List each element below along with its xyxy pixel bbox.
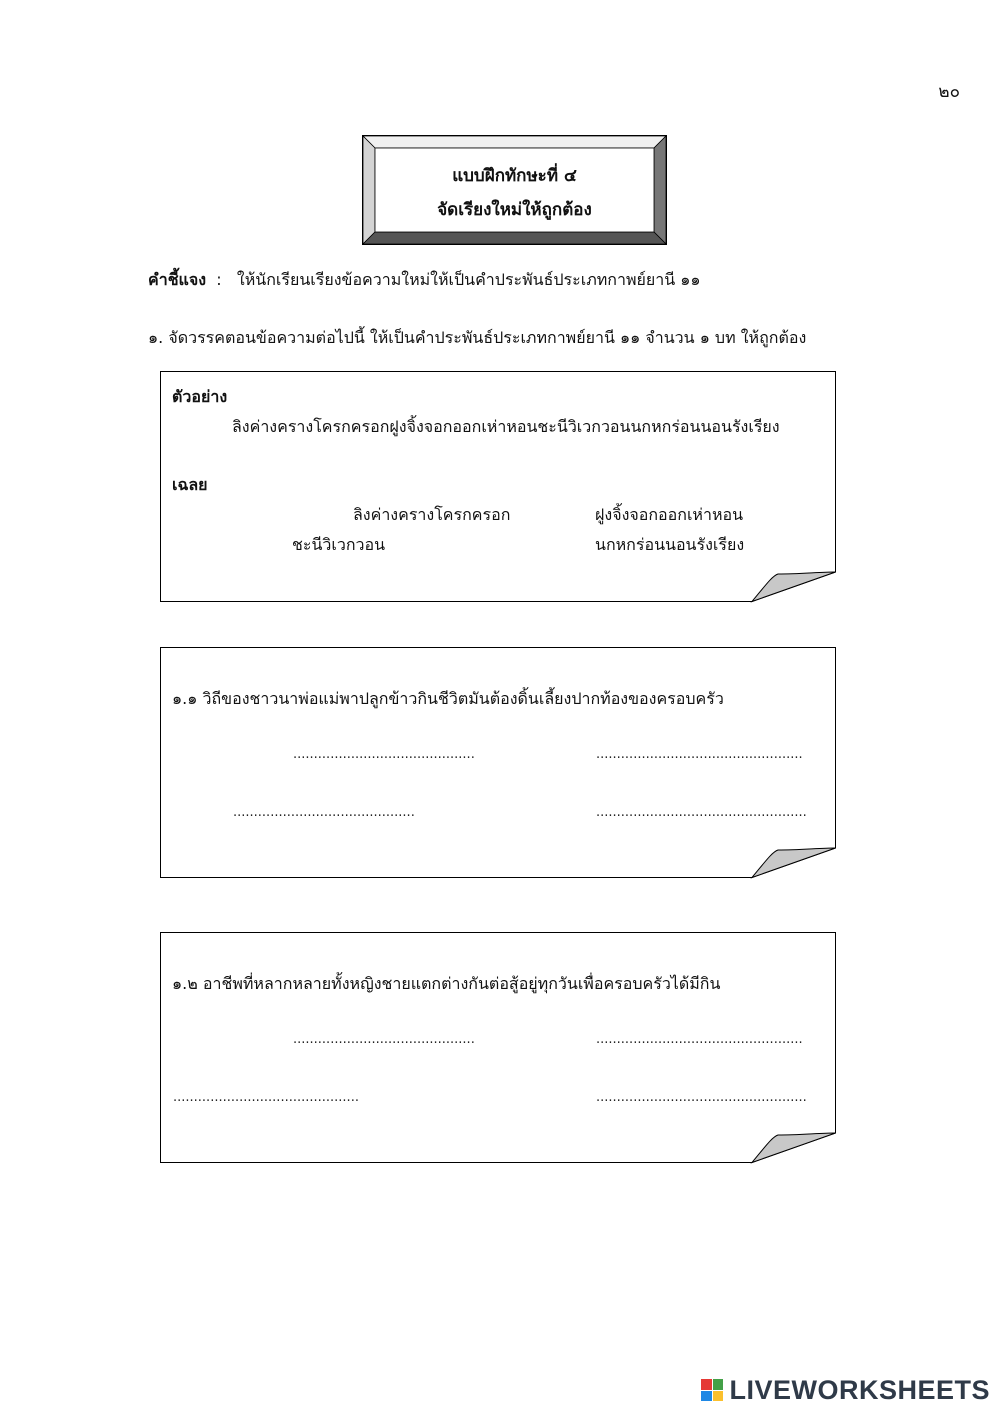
item-1-2-text: ๑.๒ อาชีพที่หลากหลายทั้งหญิงชายแตกต่างกันต่อสู้อยู่ทุกวันเพื่อครอบครัวได้มีกิน [172, 974, 721, 993]
item-1-2-card [160, 932, 838, 1164]
instruction-text: ให้นักเรียนเรียงข้อความใหม่ให้เป็นคำประพันธ์ประเภทกาพย์ยานี ๑๑ [236, 270, 701, 289]
title-line-2: จัดเรียงใหม่ให้ถูกต้อง [437, 200, 592, 220]
blank-line[interactable]: ............................................ [293, 747, 475, 762]
liveworksheets-logo [701, 1375, 990, 1405]
answer-line-4: นกหกร่อนนอนรังเรียง [595, 535, 745, 554]
answer-label: เฉลย [172, 475, 208, 494]
page-number: ๒๐ [938, 82, 960, 102]
blank-line[interactable]: ............................................ [233, 805, 415, 820]
blank-line[interactable]: ............................................. [173, 1090, 359, 1105]
item-1-1-text: ๑.๑ วิถีของชาวนาพ่อแม่พาปลูกข้าวกินชีวิตมันต้องดิ้นเลี้ยงปากท้องของครอบครัว [172, 689, 724, 708]
title-line-1: แบบฝึกทักษะที่ ๔ [452, 166, 577, 186]
answer-line-3: ชะนีวิเวกวอน [292, 535, 386, 554]
blank-line[interactable]: .................................................. [596, 1032, 803, 1047]
blank-line[interactable]: ............................................ [293, 1032, 475, 1047]
example-label: ตัวอย่าง [172, 387, 228, 406]
instruction-label: คำชี้แจง [148, 270, 207, 289]
question-1: ๑. จัดวรรคตอนข้อความต่อไปนี้ ให้เป็นคำประพันธ์ประเภทกาพย์ยานี ๑๑ จำนวน ๑ บท ให้ถูกต้อง [148, 328, 807, 347]
instruction [148, 268, 701, 293]
blank-line[interactable]: .................................................. [596, 747, 803, 762]
liveworksheets-icon [701, 1379, 723, 1401]
brand-text: LIVEWORKSHEETS [729, 1374, 990, 1405]
item-1-1-card [160, 647, 838, 879]
blank-line[interactable]: ................................................... [596, 1090, 807, 1105]
blank-line[interactable]: ................................................... [596, 805, 807, 820]
answer-line-1: ลิงค่างครางโครกครอก [353, 505, 511, 524]
instruction-separator: : [216, 270, 222, 289]
example-card [160, 371, 838, 603]
example-text: ลิงค่างครางโครกครอกฝูงจิ้งจอกออกเห่าหอนชะนีวิเวกวอนนกหกร่อนนอนรังเรียง [232, 417, 780, 436]
title-plaque [362, 135, 667, 245]
answer-line-2: ฝูงจิ้งจอกออกเห่าหอน [595, 505, 744, 524]
